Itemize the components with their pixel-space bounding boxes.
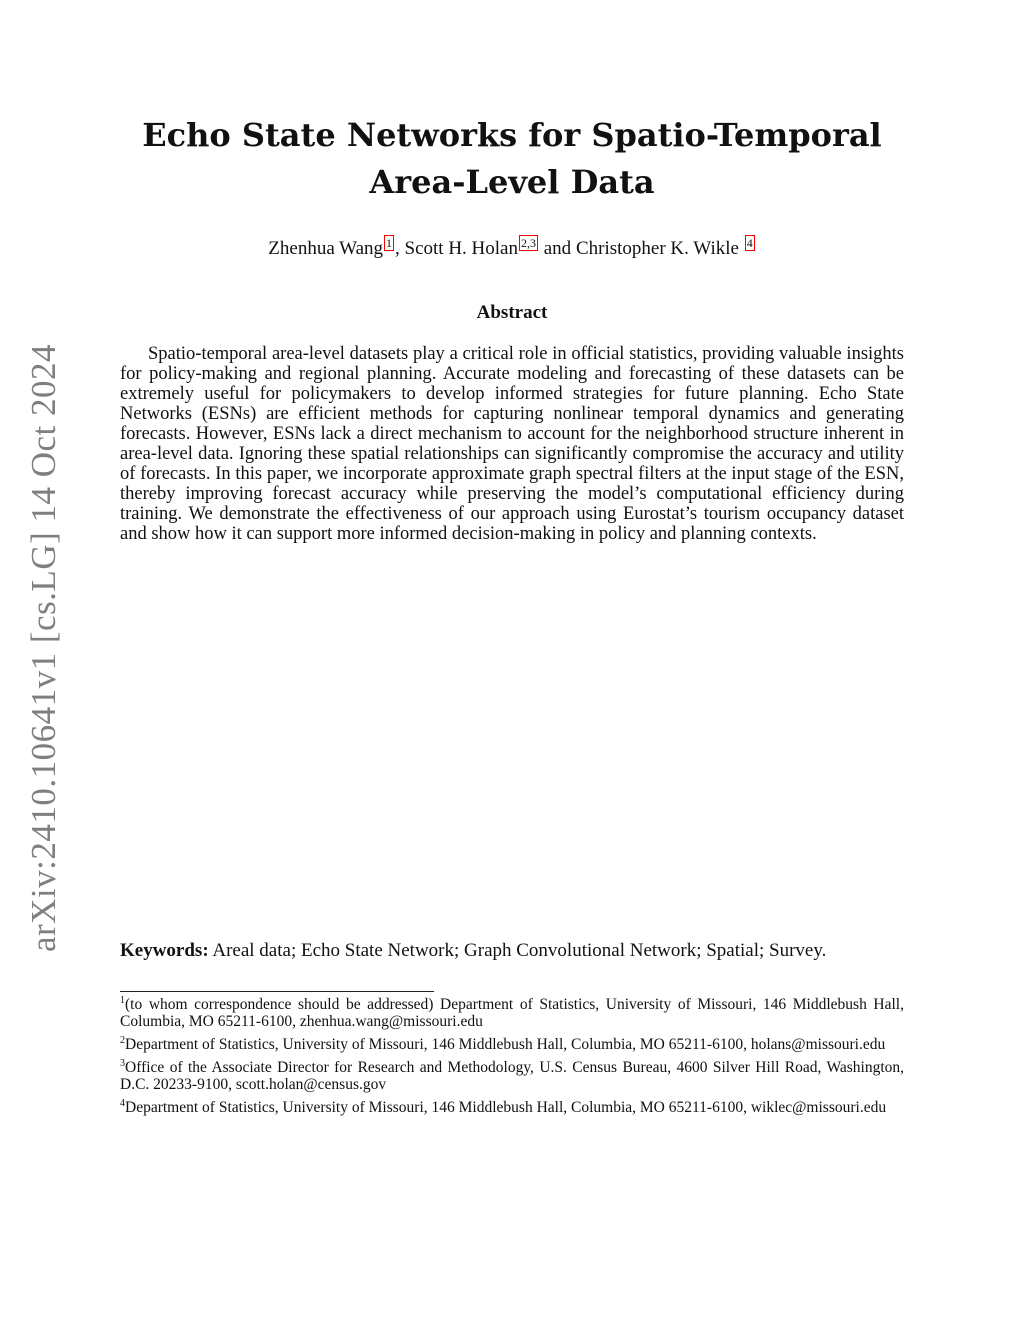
author-entry [268, 235, 405, 259]
keywords [120, 940, 904, 961]
footnote-marker: 4 [120, 1097, 125, 1109]
abstract-text: Spatio-temporal area-level datasets play a critical role in official statistics, providing valuable insights for policy-making and regional planning. Accurate modeling and forecasting of these datasets can be extremely useful for policymakers to develop informed strategies for future planning. Echo State Networks (ESNs) are efficient methods for capturing nonlinear temporal dynamics and generating forecasts. However, ESNs lack a direct mechanism to account for the neighborhood structure inherent in area-level data. Ignoring these spatial relationships can significantly compromise the accuracy and utility of forecasts. In this paper, we incorporate approximate graph spectral filters at the input stage of the ESN, thereby improving forecast accuracy while preserving the model’s computational efficiency during training. We demonstrate the effectiveness of our approach using Eurostat’s tourism occupancy dataset and show how it can support more informed decision-making in policy and planning contexts. [120, 344, 904, 544]
footnote-text: (to whom correspondence should be addressed) Department of Statistics, University of Missouri, 146 Middlebush Hall, Columbia, MO 65211-6100, zhenhua.wang@missouri.edu [120, 996, 904, 1030]
footnote-link[interactable]: 4 [746, 235, 753, 250]
footnote-text: Department of Statistics, University of Missouri, 146 Middlebush Hall, Columbia, MO 65211-6100, holans@missouri.edu [125, 1036, 886, 1053]
footnote [120, 996, 904, 1030]
footnote-link[interactable]: 1 [386, 235, 393, 250]
footnote-link[interactable]: 2,3 [521, 235, 536, 250]
paper-title: Echo State Networks for Spatio-Temporal Area-Level Data [142, 116, 882, 201]
arxiv-identifier-stamp: arXiv:2410.10641v1 [cs.LG] 14 Oct 2024 [24, 343, 63, 953]
footnote [120, 1099, 904, 1116]
footnote [120, 1036, 904, 1053]
footnote-divider [120, 991, 434, 992]
author-entry [575, 235, 756, 259]
author-list [120, 235, 904, 260]
keywords-text: Areal data; Echo State Network; Graph Convolutional Network; Spatial; Survey. [212, 940, 827, 961]
author-name: Scott H. Holan [404, 238, 518, 259]
footnote-text: Department of Statistics, University of Missouri, 146 Middlebush Hall, Columbia, MO 65211-6100, wiklec@missouri.edu [125, 1099, 887, 1116]
footnote-marker: 3 [120, 1057, 125, 1069]
author-separator: and [539, 238, 576, 259]
footnote-marker: 1 [120, 994, 125, 1006]
abstract-heading: Abstract [476, 302, 548, 323]
footnotes [120, 996, 904, 1122]
author-name: Christopher K. Wikle [575, 238, 739, 259]
author-separator: , [395, 238, 405, 259]
author-name: Zhenhua Wang [268, 238, 384, 259]
footnote [120, 1059, 904, 1093]
keywords-label: Keywords: [120, 940, 209, 961]
author-entry [404, 235, 576, 259]
footnote-text: Office of the Associate Director for Research and Methodology, U.S. Census Bureau, 4600 Silver Hill Road, Washington, D.C. 20233-9100, scott.holan@census.gov [120, 1059, 904, 1093]
footnote-marker: 2 [120, 1034, 125, 1046]
